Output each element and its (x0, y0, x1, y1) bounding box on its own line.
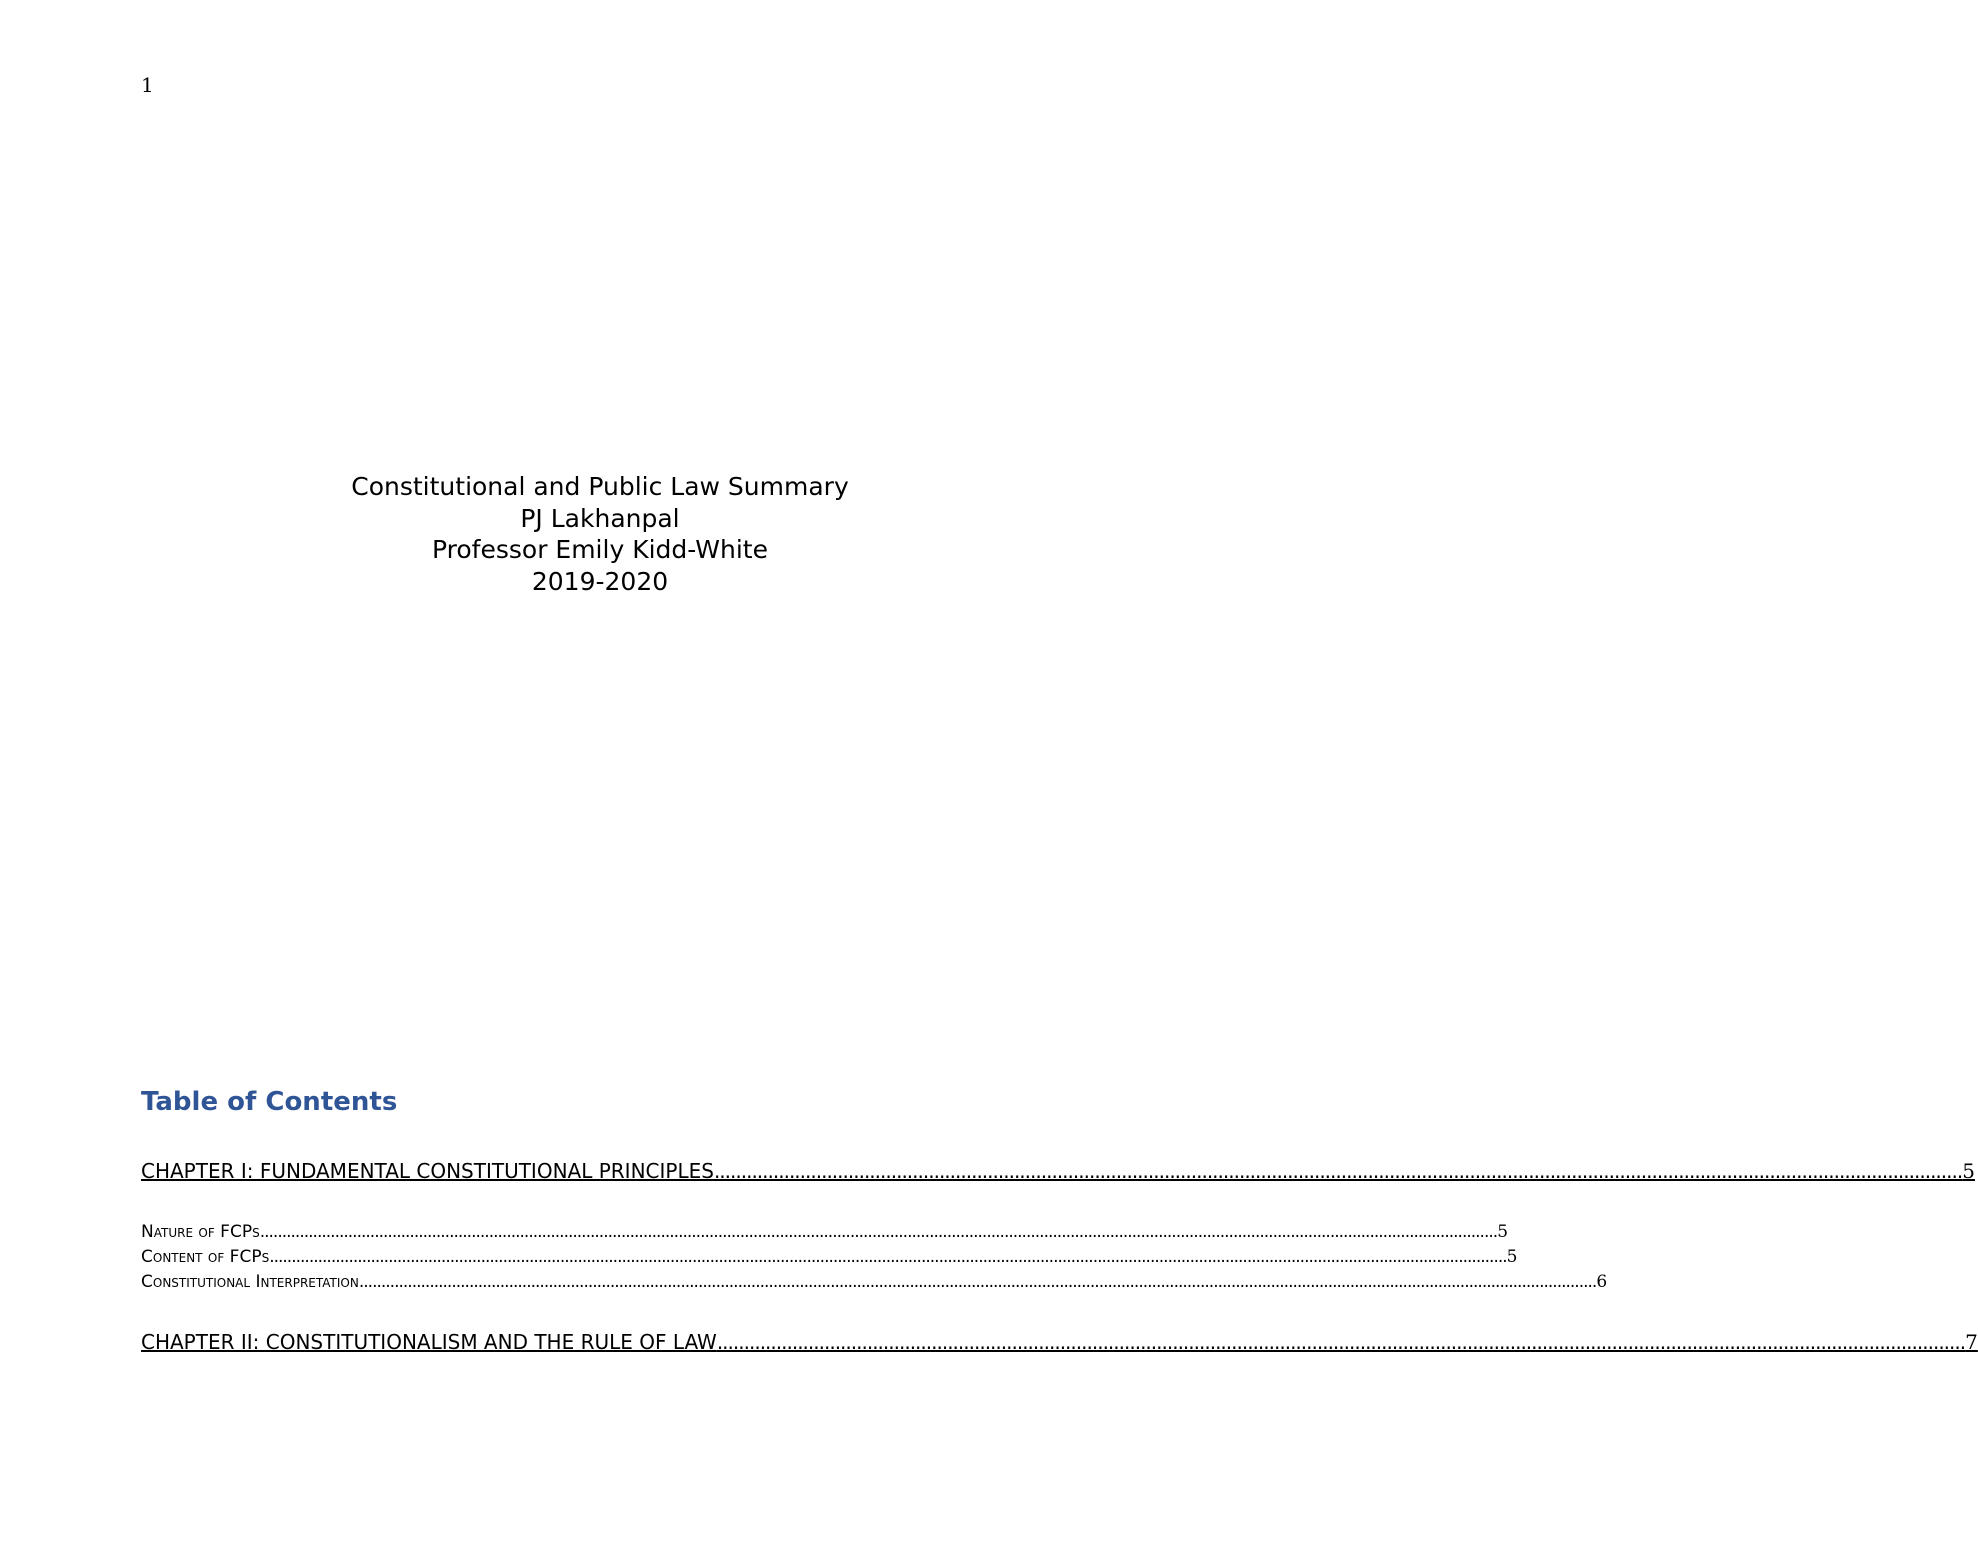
toc-entry-chapter-1[interactable] (141, 1158, 1975, 1184)
toc-leader-dots: ......................................................................................................................................................................................................................................................................................... (259, 1222, 1498, 1242)
toc-entry-page: 6 (1596, 1272, 1608, 1292)
toc-heading: Table of Contents (141, 1087, 398, 1117)
toc-entry-text: Content of FCPs (141, 1247, 270, 1267)
professor-name: Professor Emily Kidd-White (432, 535, 768, 564)
title-block (0, 471, 1200, 597)
document-title: Constitutional and Public Law Summary (351, 472, 849, 501)
toc-leader-dots: ......................................................................................................................................................................................................................................................................................... (358, 1272, 1597, 1292)
author-name: PJ Lakhanpal (520, 503, 680, 533)
toc-entry-constitutional-interpretation[interactable] (141, 1270, 1608, 1294)
toc-entry-page: 5 (1506, 1247, 1518, 1267)
toc-leader-dots: ......................................................................................................................................................................................................................................... (713, 1159, 1963, 1183)
toc-entry-nature-of-fcps[interactable] (141, 1220, 1509, 1244)
academic-year: 2019-2020 (531, 566, 669, 596)
toc-entry-text: CHAPTER I: FUNDAMENTAL CONSTITUTIONAL PRINCIPLES (141, 1159, 714, 1183)
toc-leader-dots: ......................................................................................................................................................................................................................................... (716, 1330, 1966, 1354)
toc-leader-dots: ......................................................................................................................................................................................................................................................................................... (269, 1247, 1507, 1267)
toc-entry-text: Nature of FCPs (141, 1222, 260, 1242)
toc-entry-text: Constitutional Interpretation (141, 1272, 359, 1292)
page-number: 1 (141, 73, 154, 97)
toc-entry-page: 5 (1962, 1159, 1975, 1183)
toc-entry-page: 5 (1497, 1222, 1509, 1242)
toc-entry-chapter-2[interactable] (141, 1329, 1978, 1355)
toc-entry-text: CHAPTER II: CONSTITUTIONALISM AND THE RULE OF LAW (141, 1330, 717, 1354)
toc-entry-page: 7 (1965, 1330, 1978, 1354)
toc-entry-content-of-fcps[interactable] (141, 1245, 1518, 1269)
